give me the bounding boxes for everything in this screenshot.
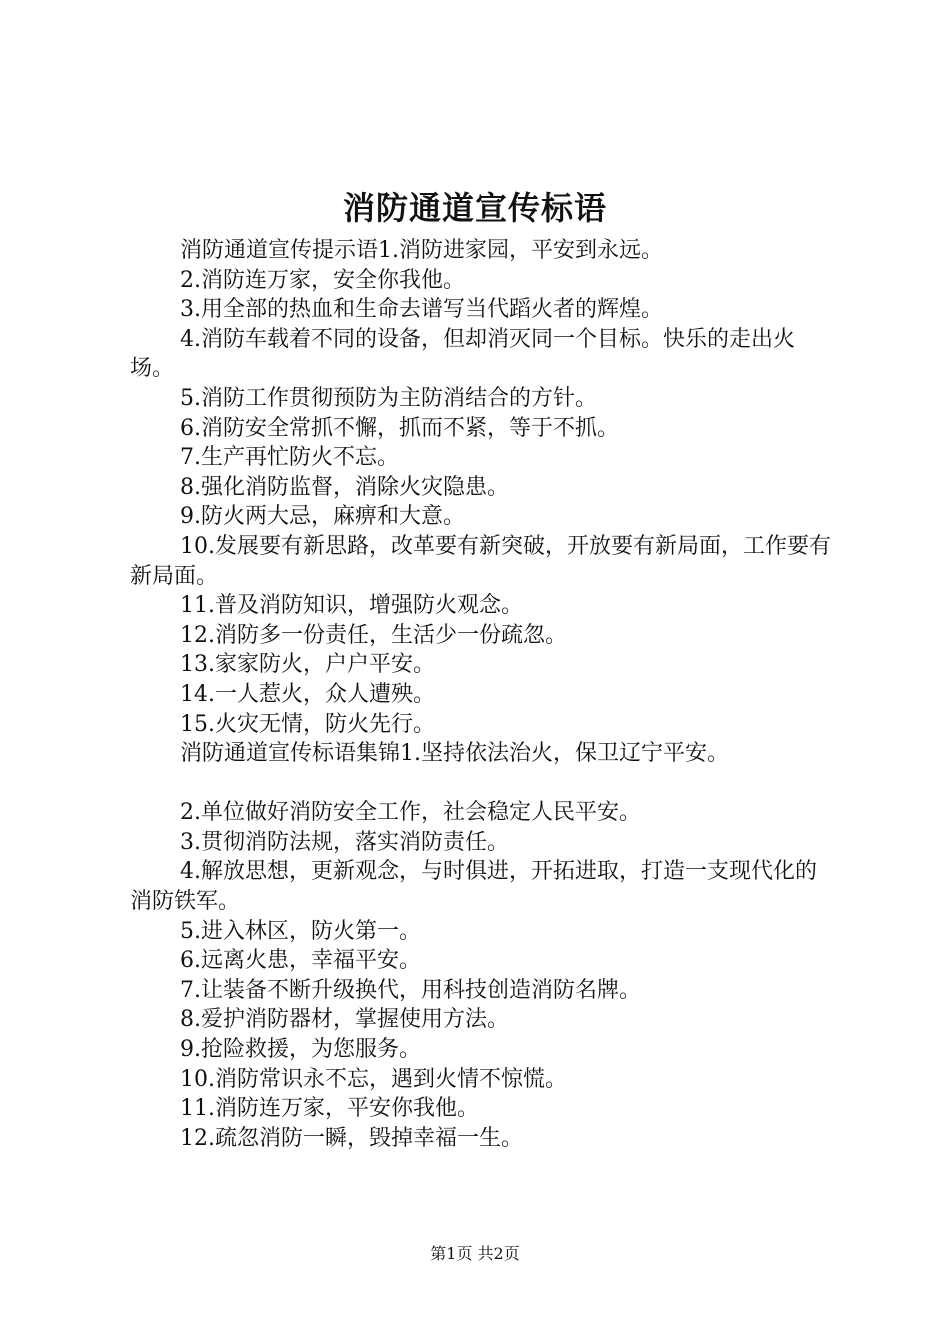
paragraph: 8.爱护消防器材，掌握使用方法。 <box>180 1007 509 1033</box>
document-title: 消防通道宣传标语 <box>342 189 607 227</box>
paragraph: 2.单位做好消防安全工作，社会稳定人民平安。 <box>180 800 641 826</box>
paragraph: 13.家家防火，户户平安。 <box>180 652 435 678</box>
paragraph: 消防通道宣传提示语1.消防进家园，平安到永远。 <box>180 238 663 263</box>
paragraph: 消防通道宣传标语集锦1.坚持依法治火，保卫辽宁平安。 <box>180 741 729 767</box>
paragraph: 11.普及消防知识，增强防火观念。 <box>180 593 523 619</box>
paragraph: 7.让装备不断升级换代，用科技创造消防名牌。 <box>180 977 641 1003</box>
paragraph: 12.疏忽消防一瞬，毁掉幸福一生。 <box>180 1125 523 1151</box>
paragraph: 11.消防连万家，平安你我他。 <box>180 1096 479 1122</box>
paragraph: 10.发展要有新思路，改革要有新突破，开放要有新局面，工作要有新局面。 <box>130 533 831 589</box>
paragraph: 5.消防工作贯彻预防为主防消结合的方针。 <box>180 385 597 411</box>
paragraph: 6.远离火患，幸福平安。 <box>180 948 421 974</box>
paragraph: 9.防火两大忌，麻痹和大意。 <box>180 504 465 530</box>
paragraph: 4.消防车载着不同的设备，但却消灭同一个目标。快乐的走出火场。 <box>130 326 795 382</box>
paragraph: 14.一人惹火，众人遭殃。 <box>180 681 435 707</box>
document-body <box>130 236 835 1153</box>
paragraph: 7.生产再忙防火不忘。 <box>180 445 399 471</box>
paragraph: 9.抢险救援，为您服务。 <box>180 1037 421 1063</box>
paragraph: 12.消防多一份责任，生活少一份疏忽。 <box>180 622 567 648</box>
paragraph: 10.消防常识永不忘，遇到火情不惊慌。 <box>180 1066 567 1092</box>
blank-line <box>130 769 835 799</box>
paragraph: 6.消防安全常抓不懈，抓而不紧，等于不抓。 <box>180 415 619 441</box>
paragraph: 2.消防连万家，安全你我他。 <box>180 267 465 293</box>
paragraph: 4.解放思想，更新观念，与时俱进，开拓进取，打造一支现代化的消防铁军。 <box>130 859 817 915</box>
paragraph: 5.进入林区，防火第一。 <box>180 918 421 944</box>
paragraph: 3.用全部的热血和生命去谱写当代蹈火者的辉煌。 <box>180 297 663 323</box>
paragraph: 3.贯彻消防法规，落实消防责任。 <box>180 829 509 855</box>
page-number: 第1页 共2页 <box>430 1244 520 1263</box>
paragraph: 8.强化消防监督，消除火灾隐患。 <box>180 474 509 500</box>
paragraph: 15.火灾无情，防火先行。 <box>180 711 435 737</box>
